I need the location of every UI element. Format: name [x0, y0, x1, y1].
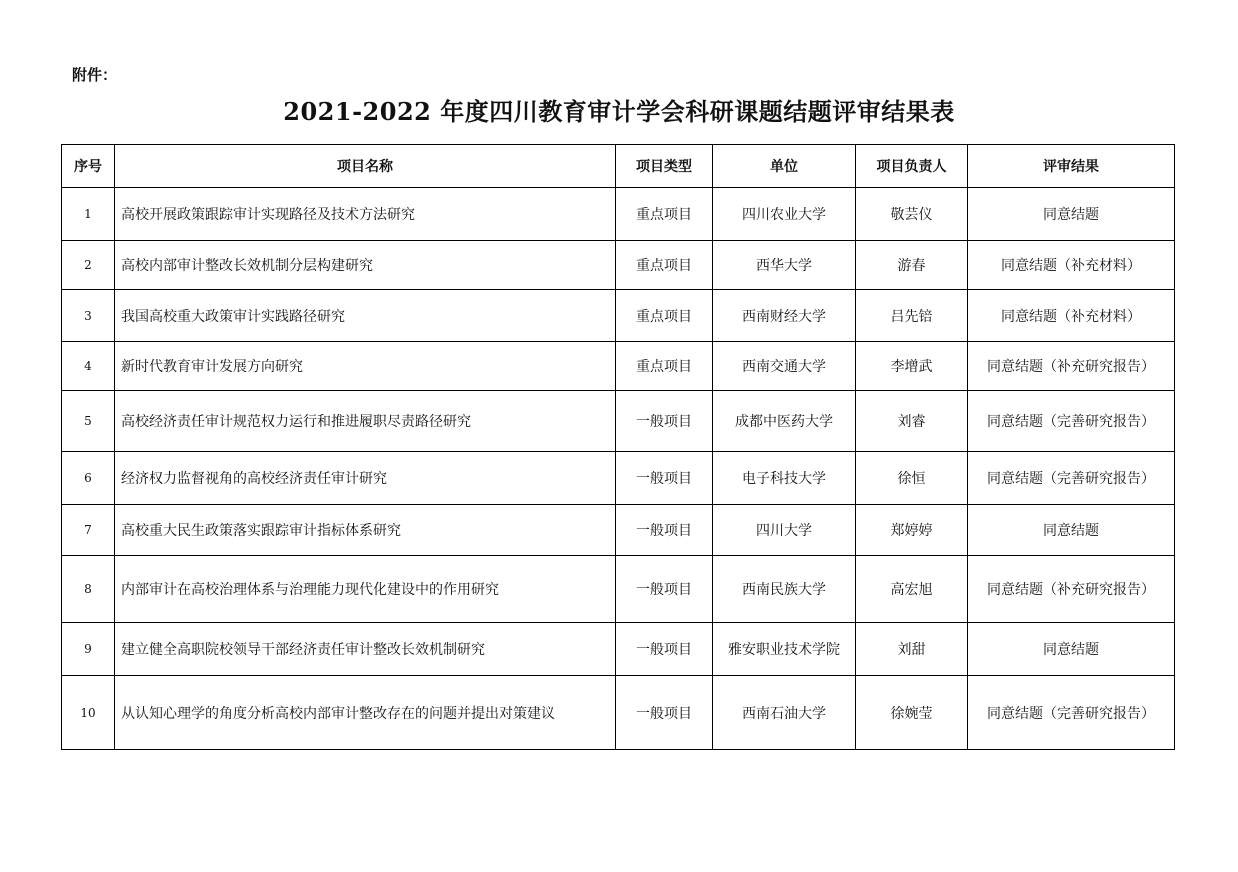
header-review-result: 评审结果 [968, 145, 1175, 188]
cell-project-name: 经济权力监督视角的高校经济责任审计研究 [115, 452, 616, 505]
cell-index: 7 [62, 505, 115, 556]
cell-project-type: 一般项目 [616, 505, 713, 556]
cell-project-name: 新时代教育审计发展方向研究 [115, 342, 616, 391]
cell-unit: 西南民族大学 [713, 556, 856, 623]
cell-project-name: 从认知心理学的角度分析高校内部审计整改存在的问题并提出对策建议 [115, 676, 616, 750]
table-row [62, 505, 1175, 556]
cell-review-result: 同意结题（补充研究报告） [968, 556, 1175, 623]
cell-unit: 四川农业大学 [713, 188, 856, 241]
header-unit: 单位 [713, 145, 856, 188]
table-row [62, 623, 1175, 676]
table-header-row [62, 145, 1175, 188]
table-row [62, 556, 1175, 623]
cell-unit: 西南财经大学 [713, 290, 856, 342]
cell-project-type: 一般项目 [616, 452, 713, 505]
results-table [61, 144, 1175, 750]
cell-project-type: 重点项目 [616, 290, 713, 342]
cell-index: 2 [62, 241, 115, 290]
cell-review-result: 同意结题（补充研究报告） [968, 342, 1175, 391]
table-row [62, 290, 1175, 342]
cell-project-name: 高校重大民生政策落实跟踪审计指标体系研究 [115, 505, 616, 556]
cell-project-lead: 徐恒 [856, 452, 968, 505]
cell-review-result: 同意结题（完善研究报告） [968, 676, 1175, 750]
header-project-type: 项目类型 [616, 145, 713, 188]
cell-project-lead: 刘甜 [856, 623, 968, 676]
cell-project-name: 我国高校重大政策审计实践路径研究 [115, 290, 616, 342]
header-project-lead: 项目负责人 [856, 145, 968, 188]
cell-project-type: 重点项目 [616, 342, 713, 391]
cell-project-name: 高校开展政策跟踪审计实现路径及技术方法研究 [115, 188, 616, 241]
table-row [62, 188, 1175, 241]
cell-project-type: 重点项目 [616, 241, 713, 290]
cell-project-lead: 李增武 [856, 342, 968, 391]
cell-unit: 雅安职业技术学院 [713, 623, 856, 676]
cell-review-result: 同意结题（完善研究报告） [968, 452, 1175, 505]
cell-review-result: 同意结题（补充材料） [968, 290, 1175, 342]
cell-index: 1 [62, 188, 115, 241]
cell-project-name: 高校内部审计整改长效机制分层构建研究 [115, 241, 616, 290]
cell-index: 5 [62, 391, 115, 452]
cell-unit: 西南交通大学 [713, 342, 856, 391]
cell-index: 6 [62, 452, 115, 505]
cell-review-result: 同意结题 [968, 505, 1175, 556]
cell-project-lead: 吕先锫 [856, 290, 968, 342]
cell-project-lead: 高宏旭 [856, 556, 968, 623]
cell-unit: 成都中医药大学 [713, 391, 856, 452]
table-row [62, 676, 1175, 750]
table-row [62, 342, 1175, 391]
header-project-name: 项目名称 [115, 145, 616, 188]
cell-index: 9 [62, 623, 115, 676]
cell-unit: 四川大学 [713, 505, 856, 556]
document-title: 2021-2022 年度四川教育审计学会科研课题结题评审结果表 [283, 97, 955, 126]
cell-project-type: 重点项目 [616, 188, 713, 241]
cell-project-type: 一般项目 [616, 623, 713, 676]
cell-review-result: 同意结题（补充材料） [968, 241, 1175, 290]
cell-project-lead: 敬芸仪 [856, 188, 968, 241]
cell-index: 4 [62, 342, 115, 391]
cell-unit: 西南石油大学 [713, 676, 856, 750]
header-index: 序号 [62, 145, 115, 188]
cell-review-result: 同意结题 [968, 188, 1175, 241]
cell-unit: 西华大学 [713, 241, 856, 290]
attachment-label: 附件： [72, 66, 118, 84]
table-row [62, 241, 1175, 290]
cell-review-result: 同意结题 [968, 623, 1175, 676]
table-row [62, 391, 1175, 452]
cell-review-result: 同意结题（完善研究报告） [968, 391, 1175, 452]
cell-project-lead: 刘睿 [856, 391, 968, 452]
cell-project-lead: 游春 [856, 241, 968, 290]
cell-unit: 电子科技大学 [713, 452, 856, 505]
cell-index: 8 [62, 556, 115, 623]
cell-project-lead: 徐婉莹 [856, 676, 968, 750]
cell-project-name: 内部审计在高校治理体系与治理能力现代化建设中的作用研究 [115, 556, 616, 623]
cell-project-name: 建立健全高职院校领导干部经济责任审计整改长效机制研究 [115, 623, 616, 676]
cell-index: 10 [62, 676, 115, 750]
cell-project-type: 一般项目 [616, 556, 713, 623]
cell-project-type: 一般项目 [616, 676, 713, 750]
cell-project-type: 一般项目 [616, 391, 713, 452]
cell-project-name: 高校经济责任审计规范权力运行和推进履职尽责路径研究 [115, 391, 616, 452]
cell-index: 3 [62, 290, 115, 342]
table-row [62, 452, 1175, 505]
cell-project-lead: 郑婷婷 [856, 505, 968, 556]
